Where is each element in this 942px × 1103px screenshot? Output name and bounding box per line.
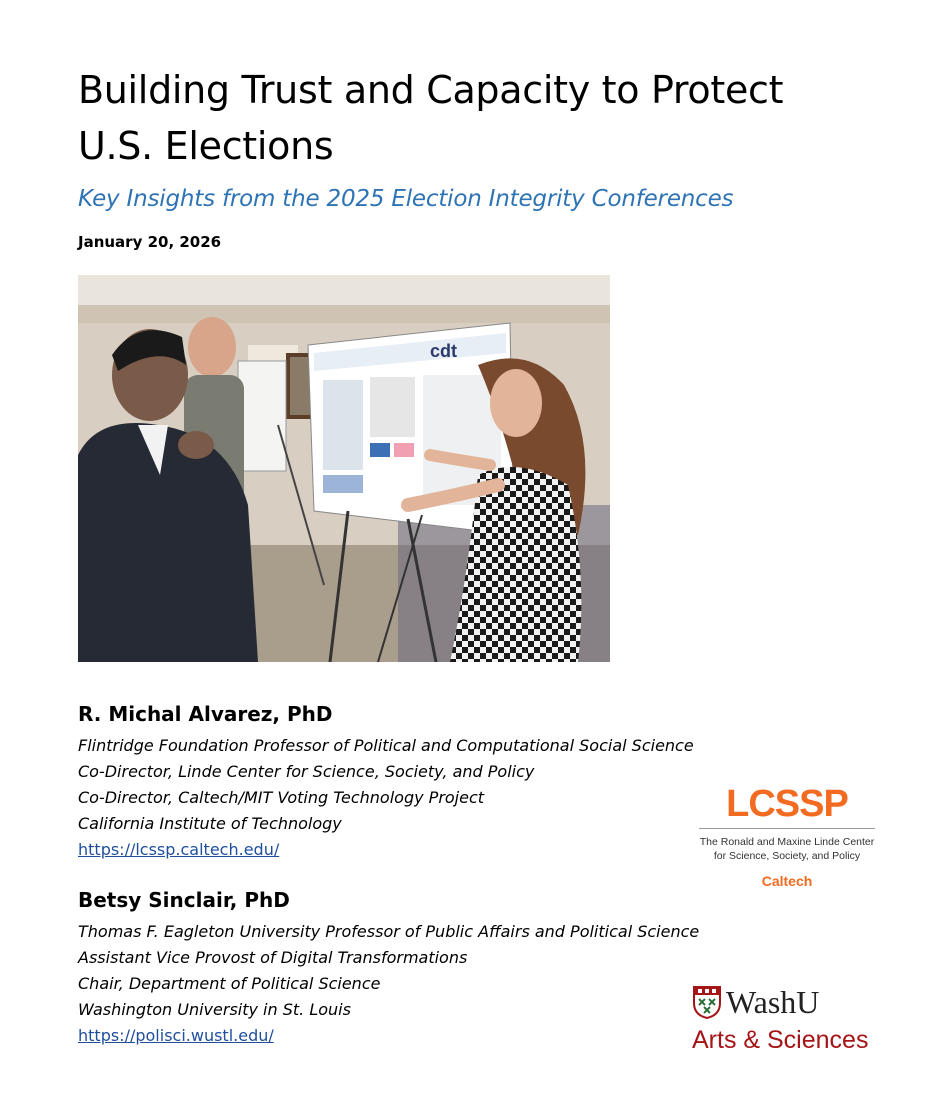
washu-wordmark: WashU (726, 984, 820, 1020)
author-alvarez (78, 702, 694, 863)
title-line-1: Building Trust and Capacity to Protect (78, 68, 784, 112)
document-date: January 20, 2026 (78, 233, 222, 251)
lcssp-divider (699, 828, 875, 829)
lcssp-link[interactable]: https://lcssp.caltech.edu/ (78, 840, 280, 859)
title-line-2: U.S. Elections (78, 124, 334, 168)
document-subtitle: Key Insights from the 2025 Election Integrity Conferences (78, 186, 734, 212)
author-title-line: Co-Director, Caltech/MIT Voting Technology Project (78, 788, 485, 807)
polisci-link[interactable]: https://polisci.wustl.edu/ (78, 1026, 274, 1045)
poster-logo: cdt (430, 341, 457, 361)
washu-logo (692, 985, 882, 1055)
author-title-line: California Institute of Technology (78, 814, 342, 833)
author-title-line: Chair, Department of Political Science (78, 974, 381, 993)
author-name: Betsy Sinclair, PhD (78, 888, 290, 912)
lcssp-logo (692, 784, 882, 889)
author-title-line: Co-Director, Linde Center for Science, Society, and Policy (78, 762, 535, 781)
author-title-line: Washington University in St. Louis (78, 1000, 351, 1019)
lcssp-line-2: for Science, Society, and Policy (713, 850, 861, 862)
author-title-line: Thomas F. Eagleton University Professor of Public Affairs and Political Science (78, 922, 700, 941)
arts-sciences-label: Arts & Sciences (692, 1026, 869, 1054)
author-sinclair (78, 888, 699, 1049)
washu-shield-icon (692, 985, 722, 1019)
caltech-label: Caltech (761, 873, 813, 889)
lcssp-line-1: The Ronald and Maxine Linde Center (699, 836, 875, 848)
document-title (78, 62, 898, 174)
author-title-line: Flintridge Foundation Professor of Political and Computational Social Science (78, 736, 694, 755)
conference-photo (78, 275, 610, 662)
lcssp-wordmark: LCSSP (726, 783, 848, 825)
author-title-line: Assistant Vice Provost of Digital Transformations (78, 948, 468, 967)
author-name: R. Michal Alvarez, PhD (78, 702, 333, 726)
